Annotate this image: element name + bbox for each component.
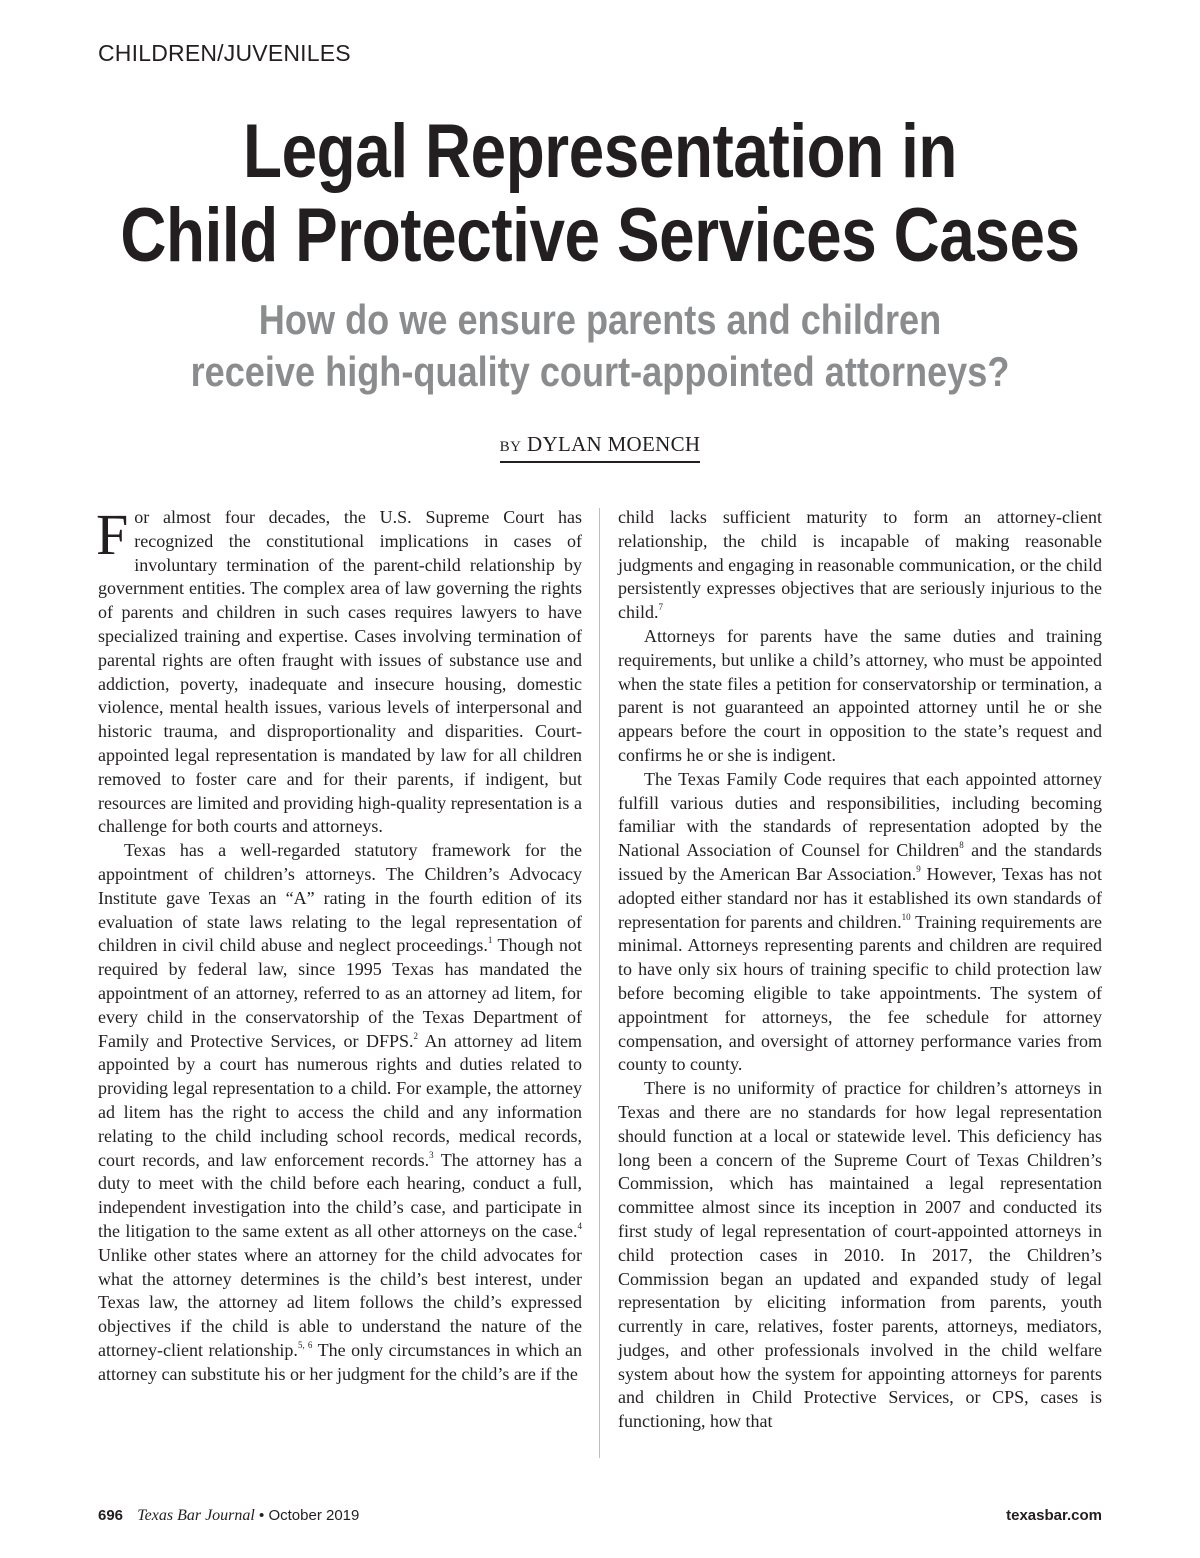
issue-date: October 2019 (268, 1507, 360, 1524)
paragraph-2-text-c: An attorney ad litem appointed by a court has numerous rights and duties related to providing legal representation to a child. For example, the attorney ad litem has the right to access the child and any information relating to the child including school records, medical records, court records, and law enforcement records. (98, 1030, 582, 1170)
article-title-line-2: Child Protective Services Cases (120, 193, 1080, 278)
footnote-ref-8[interactable]: 8 (959, 840, 964, 851)
footnote-ref-1[interactable]: 1 (487, 935, 493, 946)
footnote-ref-7[interactable]: 7 (658, 602, 663, 613)
paragraph-2 (98, 839, 582, 1386)
column-left (96, 502, 583, 1386)
paragraph-6: There is no uniformity of practice for children’s attorneys in Texas and there are no standards for how legal representation should function at a local or statewide level. This deficiency has long been a concern of the Supreme Court of Texas Children’s Commission, which has maintained a legal representation committee almost since its inception in 2007 and conducted its first study of legal representation of court-appointed attorneys in child protection cases in 2010. In 2017, the Children’s Commission began an updated and expanded study of legal representation by eliciting information from parents, youth currently in care, relatives, foster parents, attorneys, mediators, judges, and other professionals involved in the child welfare system about how the system for appointing attorneys for parents and children in Child Protective Services, or CPS, cases is functioning, how that (618, 1078, 1102, 1432)
author-name: DYLAN MOENCH (527, 432, 701, 456)
footnote-ref-10[interactable]: 10 (901, 911, 911, 922)
paragraph-1-text: or almost four decades, the U.S. Supreme Court has recognized the constitutional implications in cases of involuntary termination of the parent-child relationship by government entities. The complex area of law governing the rights of parents and children in such cases requires lawyers to have specialized training and expertise. Cases involving termination of parental rights are often fraught with issues of substance use and addiction, poverty, inadequate and insecure housing, domestic violence, mental health issues, various levels of interpersonal and historic trauma, and disproportionality and disparities. Court-appointed legal representation is mandated by law for all children removed to foster care and for their parents, if indigent, but resources are limited and providing high-quality representation is a challenge for both courts and attorneys. (98, 507, 582, 837)
paragraph-4: Attorneys for parents have the same duties and training requirements, but unlike a child’s attorney, who must be appointed when the state files a petition for conservatorship or termination, a parent is not guaranteed an appointed attorney until he or she appears before the court in opposition to the state’s request and confirms he or she is indigent. (618, 625, 1102, 765)
page-number: 696 (98, 1507, 124, 1524)
column-divider (599, 508, 600, 1458)
paragraph-1 (96, 502, 582, 839)
paragraph-2-text-d: The attorney has a duty to meet with the child before each hearing, conduct a full, independent investigation into the child’s case, and participate in the litigation to the same extent as all other attorneys on the case. (98, 1149, 582, 1241)
footnote-ref-3[interactable]: 3 (429, 1149, 434, 1160)
footer-folio (98, 1507, 359, 1525)
article-title (96, 110, 1104, 278)
footnote-ref-4[interactable]: 4 (577, 1220, 582, 1231)
publication-name: Texas Bar Journal (137, 1507, 255, 1524)
paragraph-5-text-b: and the standards issued by the American Bar Association. (618, 840, 1103, 884)
article-subtitle-line-1: How do we ensure parents and children (258, 296, 942, 343)
footnote-ref-5-6[interactable]: 5, 6 (297, 1339, 313, 1350)
byline (0, 432, 1200, 463)
footnote-ref-9[interactable]: 9 (916, 863, 921, 874)
article-subtitle-line-2: receive high-quality court-appointed attorneys? (190, 348, 1010, 395)
column-right (618, 506, 1102, 1434)
byline-prefix: BY (499, 439, 522, 455)
paragraph-2-text-f: The only circumstances in which an attorney can substitute his or her judgment for the child’s are if the (98, 1339, 583, 1384)
paragraph-5-text-c: However, Texas has not adopted either standard nor has it established its own standards of representation for parents and children. (618, 863, 1102, 932)
drop-cap: F (96, 502, 129, 567)
website-link[interactable]: texasbar.com (1006, 1507, 1102, 1524)
paragraph-3-text: child lacks sufficient maturity to form an attorney-client relationship, the child is incapable of making reasonable judgments and engaging in reasonable communication, or the child persistently expresses objectives that are seriously injurious to the child. (618, 507, 1102, 623)
article-subtitle (84, 294, 1116, 398)
paragraph-2-text-a: Texas has a well-regarded statutory framework for the appointment of children’s attorneys. The Children’s Advocacy Institute gave Texas an “A” rating in the fourth edition of its evaluation of state laws relating to the legal representation of children in civil child abuse and neglect proceedings. (98, 840, 582, 956)
section-label: CHILDREN/JUVENILES (98, 40, 351, 66)
byline-text (500, 432, 701, 463)
paragraph-5-text-d: Training requirements are minimal. Attorneys representing parents and children are required to have only six hours of training specific to child protection law before becoming eligible to take appointments. The system of appointment for attorneys, the fee schedule for attorney compensation, and oversight of attorney performance varies from county to county. (618, 911, 1102, 1075)
paragraph-5-text-a: The Texas Family Code requires that each appointed attorney fulfill various duties and responsibilities, including becoming familiar with the standards of representation adopted by the National Association of Counsel for Children (618, 768, 1102, 861)
paragraph-2-text-b: Though not required by federal law, since 1995 Texas has mandated the appointment of an attorney, referred to as an attorney ad litem, for every child in the conservatorship of the Texas Department of Family and Protective Services, or DFPS. (98, 935, 583, 1051)
paragraph-5 (618, 768, 1102, 1077)
footer-separator: • (259, 1507, 265, 1524)
paragraph-3 (618, 506, 1102, 625)
paragraph-2-text-e: Unlike other states where an attorney for the child advocates for what the attorney determines is the child’s best interest, under Texas law, the attorney ad litem follows the child’s expressed objectives if the child is able to understand the nature of the attorney-client relationship. (98, 1244, 582, 1360)
footnote-ref-2[interactable]: 2 (413, 1030, 418, 1041)
article-title-line-1: Legal Representation in (243, 109, 958, 194)
